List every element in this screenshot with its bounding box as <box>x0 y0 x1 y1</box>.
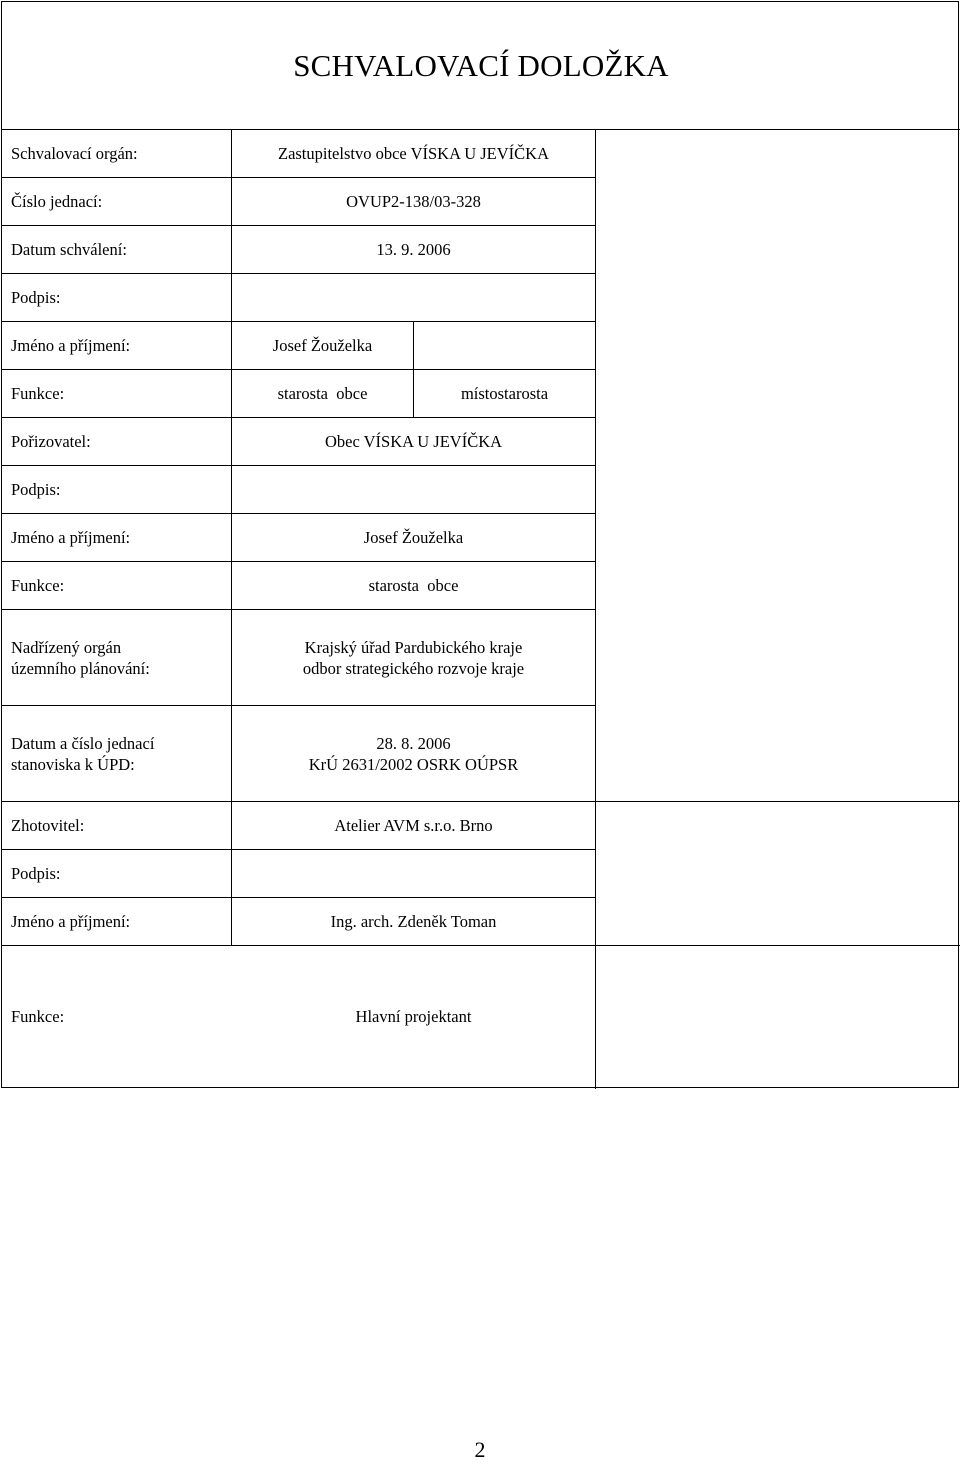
value-full-name: Josef Žouželka <box>272 336 373 355</box>
page-number: 2 <box>474 1437 486 1462</box>
label-signature: Podpis: <box>11 480 61 499</box>
label-approval-date: Datum schválení: <box>11 240 127 259</box>
page-title: SCHVALOVACÍ DOLOŽKA <box>293 48 669 83</box>
label-full-name: Jméno a příjmení: <box>11 912 131 931</box>
value-opinion-date: 28. 8. 2006 <box>376 733 451 753</box>
divider <box>595 129 596 1089</box>
value-function: Hlavní projektant <box>355 1007 472 1026</box>
value-full-name: Josef Žouželka <box>363 528 464 547</box>
value-function-mayor: starosta obce <box>277 384 368 403</box>
label-contractor: Zhotovitel: <box>11 816 85 835</box>
value-approval-date: 13. 9. 2006 <box>376 240 451 259</box>
label-full-name: Jméno a příjmení: <box>11 528 131 547</box>
value-contractor: Atelier AVM s.r.o. Brno <box>334 816 493 835</box>
value-full-name: Ing. arch. Zdeněk Toman <box>330 912 497 931</box>
label-superior-authority <box>2 610 240 705</box>
value-superior-authority <box>232 610 595 705</box>
label-opinion-reference <box>2 706 240 801</box>
label-full-name: Jméno a příjmení: <box>11 336 131 355</box>
label-superior-authority-line2: územního plánování: <box>11 658 150 678</box>
label-function: Funkce: <box>11 576 65 595</box>
label-signature: Podpis: <box>11 864 61 883</box>
label-function: Funkce: <box>11 384 65 403</box>
label-opinion-reference-line1: Datum a číslo jednací <box>11 733 155 753</box>
value-function-deputy: místostarosta <box>460 384 549 403</box>
approval-clause-form <box>1 1 959 1088</box>
label-superior-authority-line1: Nadřízený orgán <box>11 637 122 657</box>
value-function: starosta obce <box>368 576 459 595</box>
value-superior-authority-line1: Krajský úřad Pardubického kraje <box>304 637 523 657</box>
label-procurer: Pořizovatel: <box>11 432 91 451</box>
value-superior-authority-line2: odbor strategického rozvoje kraje <box>302 658 525 678</box>
label-reference-number: Číslo jednací: <box>11 192 103 211</box>
value-approving-body: Zastupitelstvo obce VÍSKA U JEVÍČKA <box>277 144 549 163</box>
label-signature: Podpis: <box>11 288 61 307</box>
label-function: Funkce: <box>11 1007 65 1026</box>
value-reference-number: OVUP2-138/03-328 <box>346 192 481 211</box>
label-opinion-reference-line2: stanoviska k ÚPD: <box>11 754 135 774</box>
value-procurer: Obec VÍSKA U JEVÍČKA <box>324 432 503 451</box>
value-opinion-number: KrÚ 2631/2002 OSRK OÚPSR <box>308 754 519 774</box>
value-opinion-reference <box>232 706 595 801</box>
label-approving-body: Schvalovací orgán: <box>11 144 138 163</box>
